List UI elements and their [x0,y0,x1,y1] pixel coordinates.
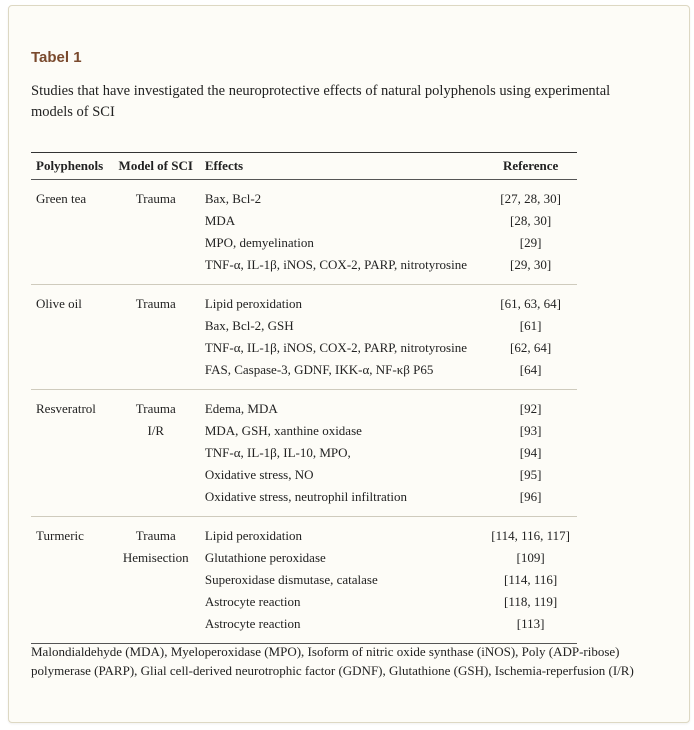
table-row [31,254,577,285]
cell-effect: Bax, Bcl-2, GSH [204,318,294,333]
table-row [31,486,577,517]
table-row [31,613,577,644]
cell-effect: MDA, GSH, xanthine oxidase [204,423,362,438]
cell-reference: [92] [519,401,542,416]
cell-effect: TNF-α, IL-1β, iNOS, COX-2, PARP, nitrotyrosine [200,254,484,285]
cell-polyphenol [31,337,112,359]
cell-effect: Astrocyte reaction [204,594,301,609]
cell-polyphenol: Turmeric [36,528,84,543]
cell-effect: Lipid peroxidation [204,528,302,543]
cell-model [112,359,200,390]
cell-effect: Superoxidase dismutase, catalase [204,572,378,587]
cell-polyphenol [31,315,112,337]
header-effects: Effects [200,153,484,180]
cell-effect: TNF-α, IL-1β, IL-10, MPO, [204,445,351,460]
table-row [31,442,577,464]
cell-polyphenol [31,486,112,517]
table-row [31,359,577,390]
cell-model [112,591,200,613]
table-row [31,591,577,613]
cell-effect: Astrocyte reaction [200,613,484,644]
cell-polyphenol [31,210,112,232]
cell-model: I/R [147,423,165,438]
cell-polyphenol: Green tea [36,191,87,206]
table-caption: Studies that have investigated the neuroprotective effects of natural polyphenols using experimental models of SCI [31,83,611,120]
table-label: Tabel 1 [31,49,82,66]
cell-reference: [61] [519,318,542,333]
cell-polyphenol [31,254,112,285]
table-row [31,569,577,591]
cell-model [112,232,200,254]
cell-effect: MPO, demyelination [204,235,314,250]
cell-effect: Glutathione peroxidase [204,550,326,565]
cell-model: Trauma [135,528,176,543]
cell-reference: [61, 63, 64] [500,296,561,311]
cell-polyphenol [31,464,112,486]
cell-polyphenol [31,569,112,591]
cell-reference: [114, 116, 117] [491,528,570,543]
header-model: Model of SCI [112,153,200,180]
table-row [31,464,577,486]
cell-model [112,464,200,486]
cell-model [112,337,200,359]
cell-reference: [29, 30] [484,254,577,285]
cell-model [112,613,200,644]
cell-reference: [27, 28, 30] [500,191,561,206]
cell-effect: TNF-α, IL-1β, iNOS, COX-2, PARP, nitrotyrosine [204,340,467,355]
table-row [31,285,577,316]
cell-reference: [94] [519,445,542,460]
cell-model [112,210,200,232]
cell-effect: Edema, MDA [204,401,278,416]
table-header [31,153,577,180]
cell-model [112,442,200,464]
table-row [31,210,577,232]
cell-reference: [62, 64] [510,340,552,355]
cell-reference: [29] [519,235,542,250]
cell-reference: [113] [484,613,577,644]
cell-polyphenol [31,442,112,464]
cell-model [112,569,200,591]
header-reference: Reference [484,153,577,180]
cell-polyphenol [31,420,112,442]
cell-polyphenol [31,547,112,569]
polyphenol-table [31,152,577,644]
cell-reference: [64] [484,359,577,390]
cell-effect: Oxidative stress, NO [204,467,314,482]
cell-effect: FAS, Caspase-3, GDNF, IKK-α, NF-κβ P65 [200,359,484,390]
cell-model: Trauma [135,296,176,311]
table-row [31,180,577,211]
cell-effect: Bax, Bcl-2 [204,191,262,206]
header-row [31,153,577,180]
cell-polyphenol [31,613,112,644]
table-panel [8,5,690,723]
cell-model [112,254,200,285]
cell-polyphenol [31,591,112,613]
cell-model [112,486,200,517]
cell-reference: [28, 30] [510,213,552,228]
cell-polyphenol [31,359,112,390]
cell-effect: Oxidative stress, neutrophil infiltration [200,486,484,517]
table-row [31,232,577,254]
cell-model: Trauma [135,191,176,206]
table-footnote: Malondialdehyde (MDA), Myeloperoxidase (MPO), Isoform of nitric oxide synthase (iNOS), Poly (ADP-ribose) polymerase (PARP), Glial cell-derived neurotrophic factor (GDNF), Glutathione (GSH), Ischemia-reperfusion (I/R) [31,644,634,678]
cell-model: Trauma [135,401,176,416]
table-row [31,390,577,421]
table-row [31,420,577,442]
cell-reference: [118, 119] [504,594,558,609]
cell-polyphenol: Olive oil [36,296,82,311]
cell-effect: Lipid peroxidation [204,296,302,311]
header-polyphenols: Polyphenols [31,153,112,180]
cell-model: Hemisection [122,550,189,565]
cell-reference: [114, 116] [504,572,558,587]
table-row [31,337,577,359]
table-row [31,547,577,569]
table-row [31,517,577,548]
cell-reference: [93] [519,423,542,438]
cell-reference: [95] [519,467,542,482]
table-body [31,180,577,644]
cell-polyphenol: Resveratrol [36,401,96,416]
cell-reference: [109] [516,550,545,565]
cell-polyphenol [31,232,112,254]
cell-effect: MDA [204,213,236,228]
cell-reference: [96] [484,486,577,517]
cell-model [112,315,200,337]
table-row [31,315,577,337]
